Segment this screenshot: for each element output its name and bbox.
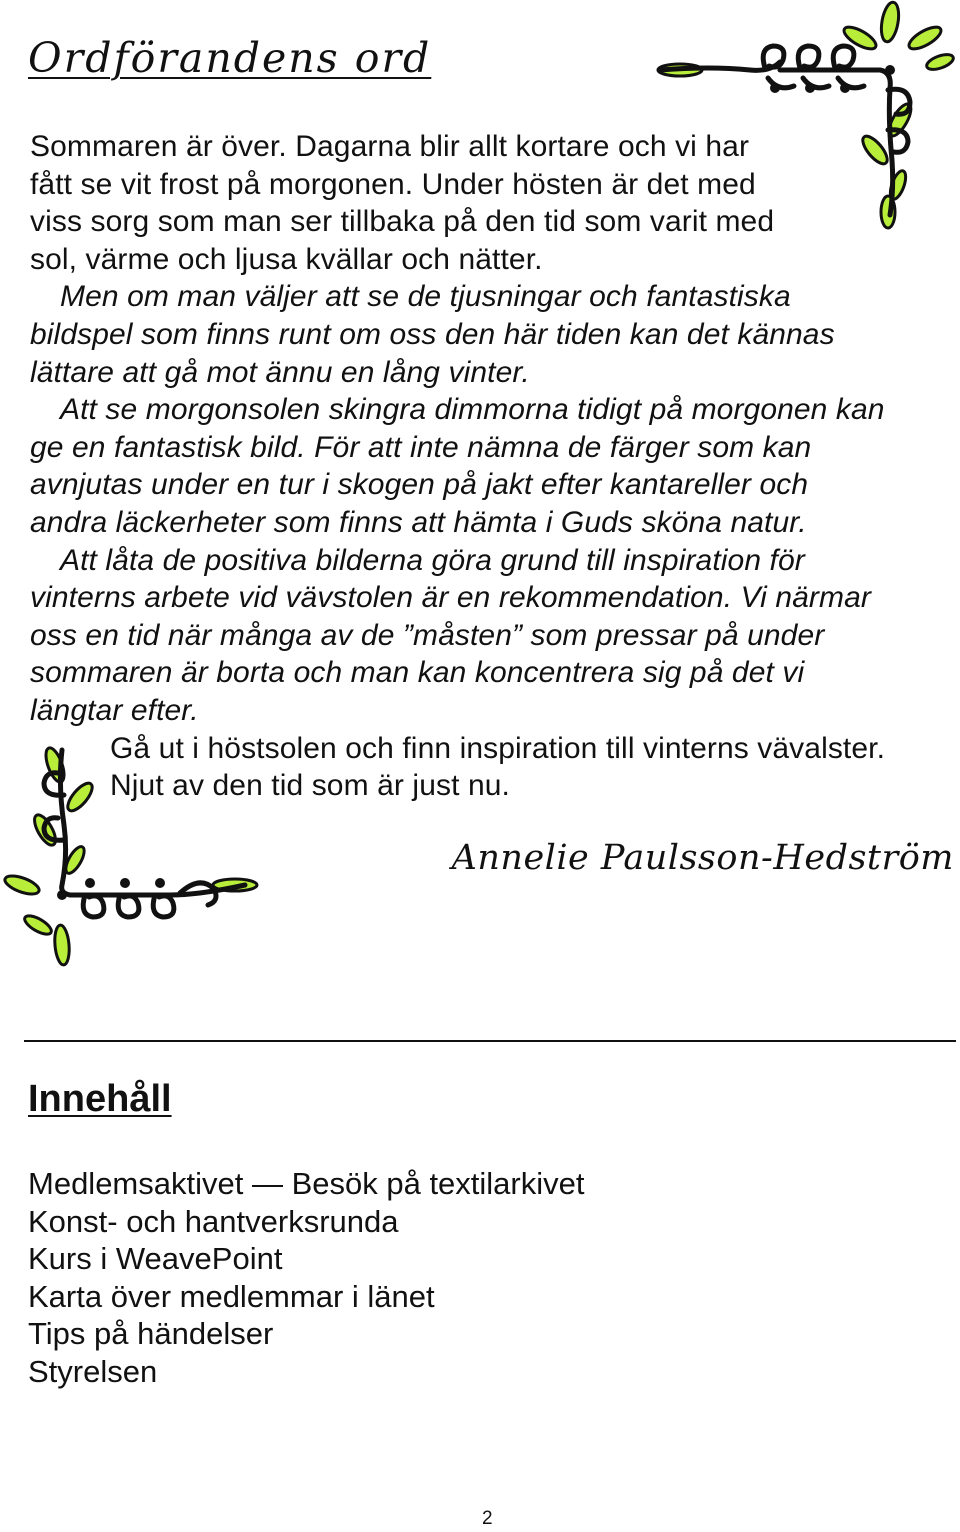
vine-corner-ornament-icon [0,735,260,970]
letter-line: Njut av den tid som är just nu. [110,769,510,803]
section-divider [24,1040,956,1042]
letter-line: avnjutas under en tur i skogen på jakt efter kantareller och [30,468,809,502]
letter-line: sommaren är borta och man kan koncentrera sig på det vi [30,656,805,690]
toc-item: Medlemsaktivet — Besök på textilarkivet [28,1166,585,1201]
letter-line: Gå ut i höstsolen och finn inspiration till vinterns vävalster. [110,731,886,765]
page-number: 2 [482,1508,493,1529]
toc-item: Konst- och hantverksrunda [28,1203,399,1239]
letter-body [30,128,950,805]
signature: Annelie Paulsson-Hedström [451,838,954,878]
letter-line: längtar efter. [30,693,199,727]
letter-line: Men om man väljer att se de tjusningar och fantastiska [60,280,791,314]
toc-item: Karta över medlemmar i länet [28,1278,435,1314]
letter-line: sol, värme och ljusa kvällar och nätter. [30,242,543,276]
toc-item: Tips på händelser [28,1316,274,1352]
toc-title: Innehåll [28,1078,172,1120]
letter-line: Att låta de positiva bilderna göra grund till inspiration för [60,543,805,577]
toc-item: Styrelsen [28,1353,158,1389]
letter-line: lättare att gå mot ännu en lång vinter. [30,355,530,389]
letter-line: fått se vit frost på morgonen. Under hösten är det med [30,167,756,201]
letter-line: ge en fantastisk bild. För att inte nämna de färger som kan [30,430,812,464]
letter-line: Att se morgonsolen skingra dimmorna tidigt på morgonen kan [60,393,885,427]
letter-line: vinterns arbete vid vävstolen är en rekommendation. Vi närmar [30,581,871,615]
letter-line: Sommaren är över. Dagarna blir allt kortare och vi har [30,130,750,163]
letter-line: viss sorg som man ser tillbaka på den tid som varit med [30,205,775,239]
letter-line: oss en tid när många av de ”måsten” som pressar på under [30,618,825,652]
table-of-contents [28,1165,585,1391]
page-title: Ordförandens ord [28,34,432,82]
letter-line: andra läckerheter som finns att hämta i Guds sköna natur. [30,505,807,539]
toc-item: Kurs i WeavePoint [28,1241,283,1277]
letter-line: bildspel som finns runt om oss den här tiden kan det kännas [30,317,835,351]
